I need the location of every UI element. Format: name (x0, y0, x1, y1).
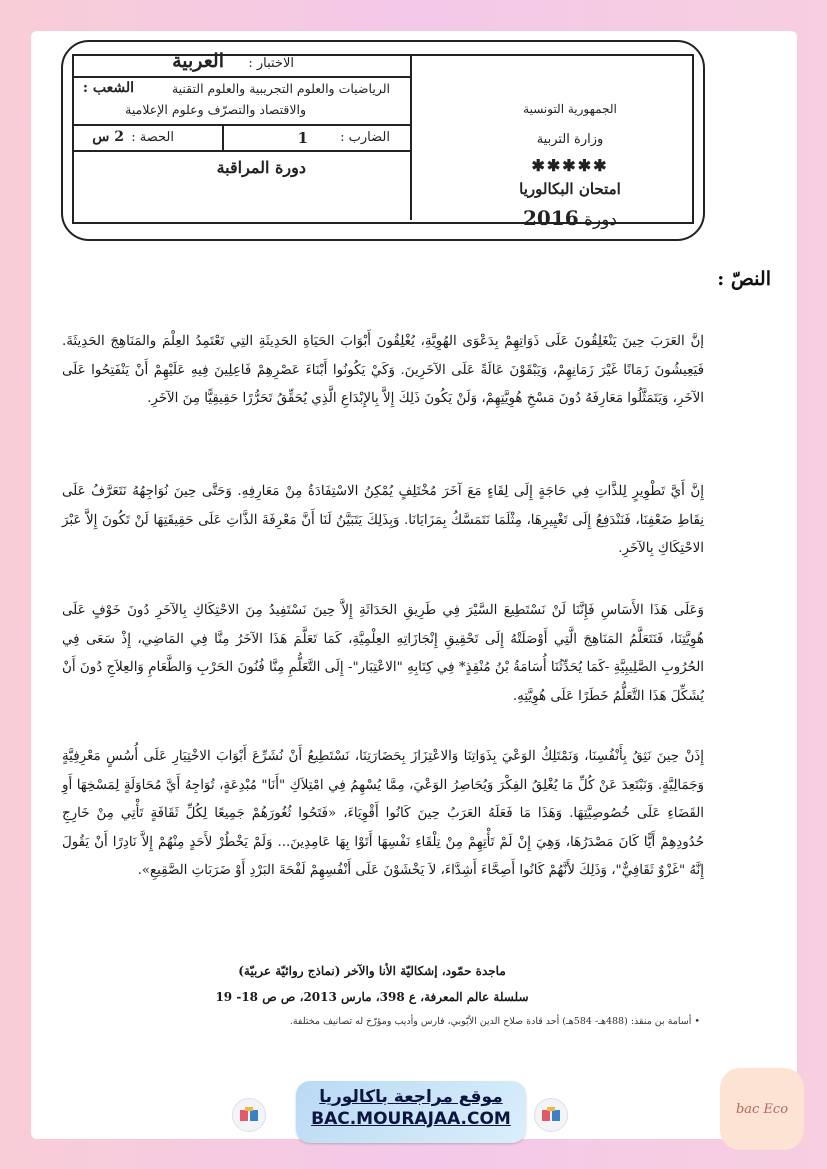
coef-value: 1 (297, 129, 308, 147)
bac-eco-text: bac Eco (735, 1101, 789, 1117)
website-latin[interactable]: BAC.MOURAJAA.COM (311, 1109, 511, 1129)
year-value: 2016 (523, 206, 579, 230)
session-row (72, 152, 410, 184)
mourajaa-logo-left (232, 1098, 266, 1132)
paragraph-4: إِذَنْ حِينَ نَثِقُ بِأَنْفُسِنَا، وَنَمْتَلِكُ الوَعْيَ بِذَوَاتِنَا وَالاعْتِزَازَ بِحَضَارَتِنَا، نَسْتَطِيعُ أَنْ نُشَرِّعَ أَبْوَابَ الاخْتِيَارِ عَلَى أُسُسٍ مَعْرِفِيَّةٍ وَجَمَالِيَّةٍ. وَنَبْتَعِدَ عَنْ كُلِّ مَا يُغْلِقُ الفِكْرَ وَيُحَاصِرُ الوَعْيَ، مِمَّا يُسْهِمُ فِي امْتِلاَكِ "أَنَا" مُبْدِعَةٍ، تُوَاجِهُ أَيَّ مُحَاوَلَةٍ لِمَسْخِهَا أَوِ القَضَاءِ عَلَى خُصُوصِيَّتِهَا. وَهَذَا مَا فَعَلَهُ العَرَبُ حِينَ كَانُوا أَقْوِيَاءَ، «فَتَحُوا ثُغُورَهُمْ جَمِيعًا لِكُلِّ ثَقَافَةٍ تَأْتِي مِنْ خَارِجِ حُدُودِهِمْ أَيًّا كَانَ مَصْدَرُهَا، وَهِيَ إِنْ لَمْ تَأْتِهِمْ مِنْ تِلْقَاءِ نَفْسِهَا أَتَوْا بِهَا عَامِدِينَ... وَلَمْ يَخْطُرْ لأَحَدٍ مِنْهُمْ إِلاَّ نَادِرًا أَنْ يَقُولَ إِنَّهُ "غَزْوٌ ثَقَافِيٌّ"، وَذَلِكَ لأَنَّهُمْ كَانُوا أَصِحَّاءَ أَشِدَّاءَ، لاَ يَخْشَوْنَ عَلَى أَنْفُسِهِمْ لَفْحَةَ البَرْدِ أَوْ ضَرَبَاتِ الصَّقِيعِ». (62, 749, 704, 878)
duration-value: 2 س (92, 129, 124, 145)
year-label: دورة (584, 210, 617, 230)
branches-line2: والاقتصاد والتصرّف وعلوم الإعلامية (125, 102, 306, 117)
coef-divider (222, 126, 224, 150)
text-title: النصّ : (717, 268, 771, 290)
source-line-1: ماجدة حمّود، إشكاليّة الأنا والآخر (نماذج روائيّة عربيّة) (238, 964, 506, 978)
branches-line1: الرياضيات والعلوم التجريبية والعلوم التقنية (171, 81, 390, 96)
country-name: الجمهورية التونسية (523, 102, 617, 116)
source-line-2: سلسلة عالم المعرفة، ع 398، مارس 2013، ص ص 18- 19 (215, 990, 529, 1004)
exam-name: امتحان البكالوريا (519, 180, 621, 198)
website-arabic[interactable]: موقع مراجعة باكالوريا (319, 1087, 503, 1107)
year-line (500, 206, 640, 230)
exam-subject-row (72, 50, 410, 78)
footnote: • أسامة بن منقذ: (488هـ- 584هـ) أحد قادة صلاح الدين الأيّوبي، فارس وأديب ومؤرّخ له تصانيف مختلفة. (289, 1016, 700, 1027)
exam-subject: العربية (172, 50, 224, 72)
coef-row (72, 126, 410, 152)
website-link[interactable] (296, 1081, 526, 1143)
branches-row (72, 78, 410, 126)
duration-label: الحصة : (131, 130, 174, 145)
exam-label: الاختبار : (248, 56, 294, 71)
paragraph-3: وَعَلَى هَذَا الأَسَاسِ فَإِنَّنَا لَنْ نَسْتَطِيعَ السَّيْرَ فِي طَرِيقِ الحَدَاثَةِ إِلاَّ حِينَ نَسْتَفِيدُ مِنَ الاحْتِكَاكِ بِالآخَرِ دُونَ خَوْفٍ عَلَى هُوِيَّتِنَا، فَنَتَعَلَّمُ المَنَاهِجَ الَّتِي أَوْصَلَتْهُ إِلَى تَحْقِيقِ إِنْجَازَاتِهِ العِلْمِيَّةِ، كَمَا تَعَلَّمَ هَذَا الآخَرُ مِنَّا فِي المَاضِي، إِذْ سَعَى فِي الحُرُوبِ الصَّلِيبِيَّةِ -كَمَا يُحَدِّثُنَا أُسَامَةُ بْنُ مُنْقِذٍ* فِي كِتَابِهِ "الاعْتِبَار"- إِلَى التَّعَلُّمِ مِنَّا فُنُونَ الحَرْبِ وَالطَّعَامِ وَالعِلاَجِ دُونَ أَنْ يُشَكِّلَ هَذَا التَّعَلُّمُ خَطَرًا عَلَى هُوِيَّتِهِ. (62, 603, 704, 704)
bac-eco-badge (720, 1068, 804, 1150)
paragraph-1: إنَّ العَرَبَ حِينَ يَنْغَلِقُونَ عَلَى ذَوَاتِهِمْ بِدَعْوَى الهُوِيَّةِ، يُغْلِقُونَ أَبْوَابَ الحَيَاةِ الحَدِيثَةِ التِي تَعْتَمِدُ العِلْمَ والمَنَاهِجَ الحَدِيثَةَ. فَيَعِيشُونَ زَمَانًا غَيْرَ زَمَانِهِمْ، وَيَبْقَوْنَ عَالَةً عَلَى الآخَرِينَ. وَكَيْ يَكُونُوا أَبْنَاءَ عَصْرِهِمْ فَاعِلِينَ فِيهِ عَلَيْهِمْ أَنْ يَنْفَتِحُوا عَلَى الآخَرِ، وَيَتَمَثَّلُوا مَعَارِفَهُ دُونَ مَسْخِ هُوِيَّتِهِمْ، وَلَنْ يَكُونَ ذَلِكَ إِلاَّ بِالإِبْدَاعِ الَّذِي يُحَقِّقُ تَحَرُّرًا حَقِيقِيًّا مِنَ الآخَرِ. (62, 334, 704, 406)
exam-info-table (72, 50, 412, 220)
ministry-name: وزارة التربية (536, 132, 604, 147)
book-icon (540, 1106, 562, 1124)
mourajaa-logo-right (534, 1098, 568, 1132)
stars-decoration: ✱✱✱✱✱ (531, 156, 609, 175)
session-name: دورة المراقبة (216, 158, 306, 177)
paragraph-2: إِنَّ أَيَّ تَطْوِيرٍ لِلذَّاتِ فِي حَاجَةٍ إِلَى لِقَاءٍ مَعَ آخَرَ مُخْتَلِفٍ يُمْكِنُ الاسْتِفَادَةُ مِنْ مَعَارِفِهِ. وَحَتَّى حِينَ نُوَاجِهُهُ نَتَعَرَّفُ عَلَى نِقَاطِ ضَعْفِنَا، فَنَنْدَفِعُ إِلَى تَغْيِيرِهَا، مِثْلَمَا نَتَمَسَّكُ بِمَزَايَانَا. وَبِذَلِكَ يَتَبَيَّنُ لَنَا أَنَّ مَعْرِفَةَ الذَّاتِ عَلَى حَقِيقَتِهَا لَنْ تَكُونَ إِلاَّ عَبْرَ الاحْتِكَاكِ بِالآخَرِ. (62, 484, 704, 556)
book-icon (238, 1106, 260, 1124)
coef-label: الضارب : (340, 130, 390, 145)
branches-label: الشعب : (82, 80, 134, 96)
